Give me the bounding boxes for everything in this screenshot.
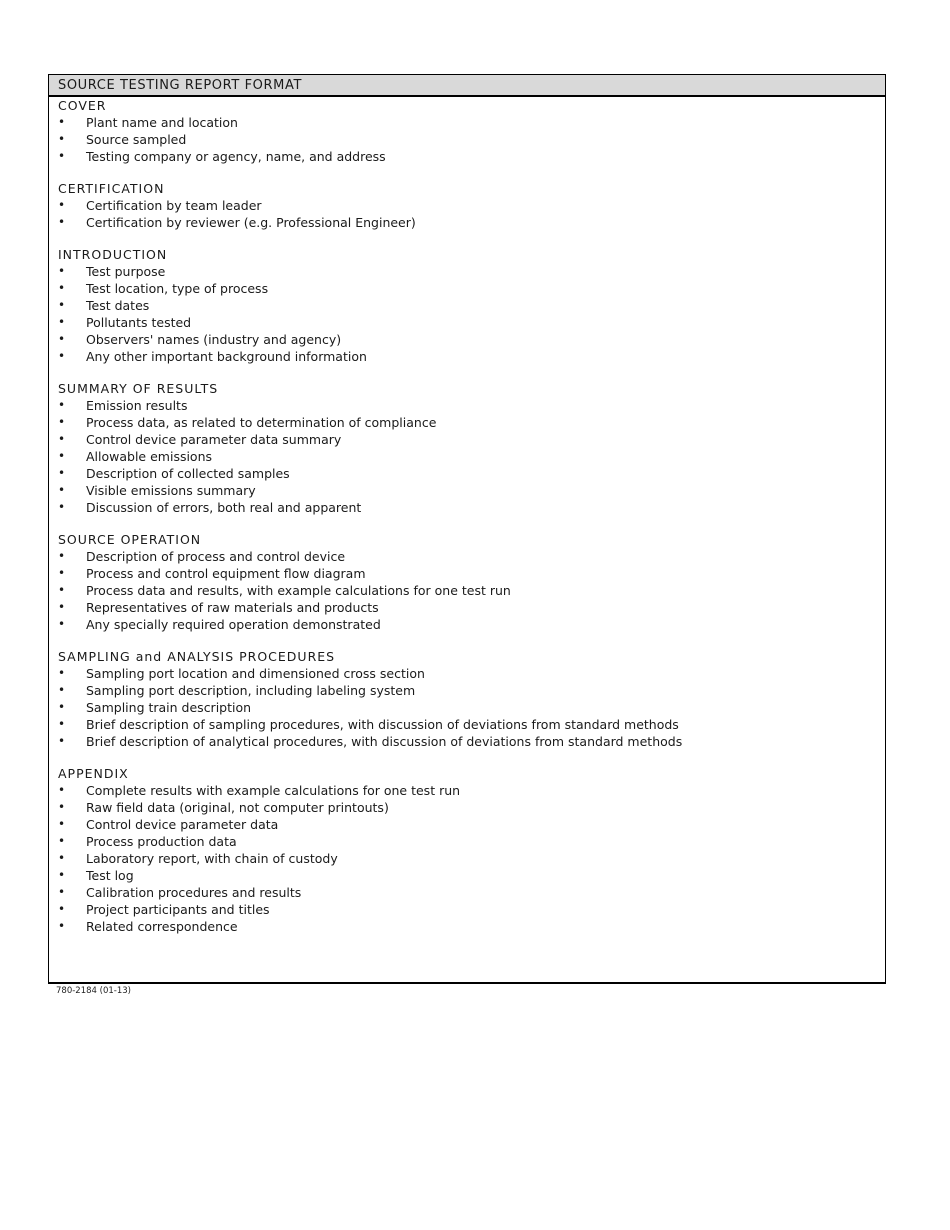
section-summary-of-results <box>58 380 885 516</box>
section-appendix <box>58 765 885 935</box>
list-item <box>58 499 885 516</box>
bullet-icon: • <box>58 868 66 882</box>
list-item <box>58 448 885 465</box>
bullet-list <box>58 263 885 365</box>
bullet-icon: • <box>58 132 66 146</box>
bullet-icon: • <box>58 432 66 446</box>
bullet-icon: • <box>58 332 66 346</box>
list-item <box>58 114 885 131</box>
bullet-icon: • <box>58 315 66 329</box>
list-item-text: Certification by team leader <box>86 198 262 213</box>
list-item-text: Control device parameter data <box>86 817 279 832</box>
list-item <box>58 397 885 414</box>
list-item <box>58 214 885 231</box>
list-item <box>58 799 885 816</box>
list-item-text: Test dates <box>86 298 150 313</box>
bullet-icon: • <box>58 281 66 295</box>
list-item <box>58 850 885 867</box>
bullet-icon: • <box>58 734 66 748</box>
list-item-text: Control device parameter data summary <box>86 432 342 447</box>
list-item <box>58 148 885 165</box>
section-title: SAMPLING and ANALYSIS PROCEDURES <box>58 649 336 664</box>
list-item-text: Description of collected samples <box>86 466 290 481</box>
list-item-text: Emission results <box>86 398 188 413</box>
list-item-text: Sampling port description, including labeling system <box>86 683 416 698</box>
bullet-icon: • <box>58 717 66 731</box>
bullet-icon: • <box>58 415 66 429</box>
list-item-text: Laboratory report, with chain of custody <box>86 851 338 866</box>
list-item <box>58 616 885 633</box>
list-item-text: Project participants and titles <box>86 902 270 917</box>
bullet-list <box>58 397 885 516</box>
list-item-text: Any specially required operation demonstrated <box>86 617 381 632</box>
bullet-icon: • <box>58 566 66 580</box>
form-code: 780-2184 (01-13) <box>56 986 131 996</box>
bullet-icon: • <box>58 683 66 697</box>
list-item-text: Visible emissions summary <box>86 483 256 498</box>
list-item-text: Testing company or agency, name, and address <box>86 149 386 164</box>
list-item-text: Certification by reviewer (e.g. Professional Engineer) <box>86 215 416 230</box>
list-item <box>58 716 885 733</box>
bullet-icon: • <box>58 198 66 212</box>
list-item <box>58 867 885 884</box>
bullet-icon: • <box>58 783 66 797</box>
list-item <box>58 582 885 599</box>
list-item-text: Raw field data (original, not computer printouts) <box>86 800 389 815</box>
list-item-text: Plant name and location <box>86 115 238 130</box>
bullet-icon: • <box>58 885 66 899</box>
list-item-text: Process data, as related to determination of compliance <box>86 415 437 430</box>
form-title: SOURCE TESTING REPORT FORMAT <box>49 75 885 97</box>
bullet-icon: • <box>58 264 66 278</box>
list-item <box>58 699 885 716</box>
list-item <box>58 297 885 314</box>
section-cover <box>58 97 885 165</box>
list-item-text: Process production data <box>86 834 237 849</box>
list-item <box>58 599 885 616</box>
list-item <box>58 918 885 935</box>
bullet-icon: • <box>58 834 66 848</box>
list-item <box>58 331 885 348</box>
list-item-text: Related correspondence <box>86 919 238 934</box>
list-item-text: Any other important background information <box>86 349 367 364</box>
list-item <box>58 901 885 918</box>
list-item <box>58 465 885 482</box>
bullet-list <box>58 197 885 231</box>
list-item-text: Sampling port location and dimensioned cross section <box>86 666 425 681</box>
section-title: COVER <box>58 98 107 113</box>
list-item-text: Source sampled <box>86 132 187 147</box>
bullet-icon: • <box>58 583 66 597</box>
list-item-text: Calibration procedures and results <box>86 885 302 900</box>
list-item <box>58 482 885 499</box>
bullet-icon: • <box>58 666 66 680</box>
section-title: SUMMARY OF RESULTS <box>58 381 219 396</box>
bullet-icon: • <box>58 349 66 363</box>
form-body <box>49 97 885 935</box>
list-item <box>58 733 885 750</box>
list-item-text: Test log <box>86 868 134 883</box>
list-item <box>58 833 885 850</box>
bullet-list <box>58 548 885 633</box>
section-source-operation <box>58 531 885 633</box>
list-item-text: Sampling train description <box>86 700 252 715</box>
list-item-text: Representatives of raw materials and products <box>86 600 379 615</box>
list-item-text: Observers' names (industry and agency) <box>86 332 342 347</box>
bullet-icon: • <box>58 600 66 614</box>
bullet-icon: • <box>58 449 66 463</box>
bullet-icon: • <box>58 149 66 163</box>
bullet-icon: • <box>58 851 66 865</box>
bullet-list <box>58 782 885 935</box>
list-item <box>58 816 885 833</box>
section-introduction <box>58 246 885 365</box>
bullet-icon: • <box>58 500 66 514</box>
section-certification <box>58 180 885 231</box>
list-item <box>58 280 885 297</box>
list-item <box>58 131 885 148</box>
list-item-text: Pollutants tested <box>86 315 192 330</box>
list-item <box>58 431 885 448</box>
list-item-text: Allowable emissions <box>86 449 213 464</box>
bullet-icon: • <box>58 800 66 814</box>
list-item-text: Process and control equipment flow diagram <box>86 566 366 581</box>
list-item <box>58 665 885 682</box>
bullet-icon: • <box>58 215 66 229</box>
list-item <box>58 565 885 582</box>
bullet-icon: • <box>58 298 66 312</box>
list-item-text: Brief description of sampling procedures, with discussion of deviations from standard methods <box>86 717 679 732</box>
list-item <box>58 263 885 280</box>
list-item <box>58 197 885 214</box>
list-item-text: Process data and results, with example calculations for one test run <box>86 583 511 598</box>
bullet-icon: • <box>58 466 66 480</box>
section-sampling-and-analysis-procedures <box>58 648 885 750</box>
bullet-list <box>58 114 885 165</box>
bullet-icon: • <box>58 919 66 933</box>
list-item-text: Brief description of analytical procedures, with discussion of deviations from standard methods <box>86 734 683 749</box>
bullet-icon: • <box>58 617 66 631</box>
list-item-text: Test purpose <box>86 264 166 279</box>
list-item-text: Description of process and control device <box>86 549 346 564</box>
bullet-icon: • <box>58 483 66 497</box>
list-item <box>58 348 885 365</box>
section-title: SOURCE OPERATION <box>58 532 202 547</box>
list-item-text: Complete results with example calculations for one test run <box>86 783 461 798</box>
list-item <box>58 314 885 331</box>
section-title: APPENDIX <box>58 766 129 781</box>
bullet-list <box>58 665 885 750</box>
bullet-icon: • <box>58 700 66 714</box>
list-item <box>58 782 885 799</box>
bullet-icon: • <box>58 902 66 916</box>
bullet-icon: • <box>58 817 66 831</box>
bullet-icon: • <box>58 398 66 412</box>
report-format-box <box>48 74 886 984</box>
list-item <box>58 682 885 699</box>
list-item-text: Discussion of errors, both real and apparent <box>86 500 362 515</box>
list-item <box>58 414 885 431</box>
list-item-text: Test location, type of process <box>86 281 269 296</box>
section-title: INTRODUCTION <box>58 247 168 262</box>
section-title: CERTIFICATION <box>58 181 165 196</box>
list-item <box>58 884 885 901</box>
bullet-icon: • <box>58 115 66 129</box>
list-item <box>58 548 885 565</box>
bullet-icon: • <box>58 549 66 563</box>
